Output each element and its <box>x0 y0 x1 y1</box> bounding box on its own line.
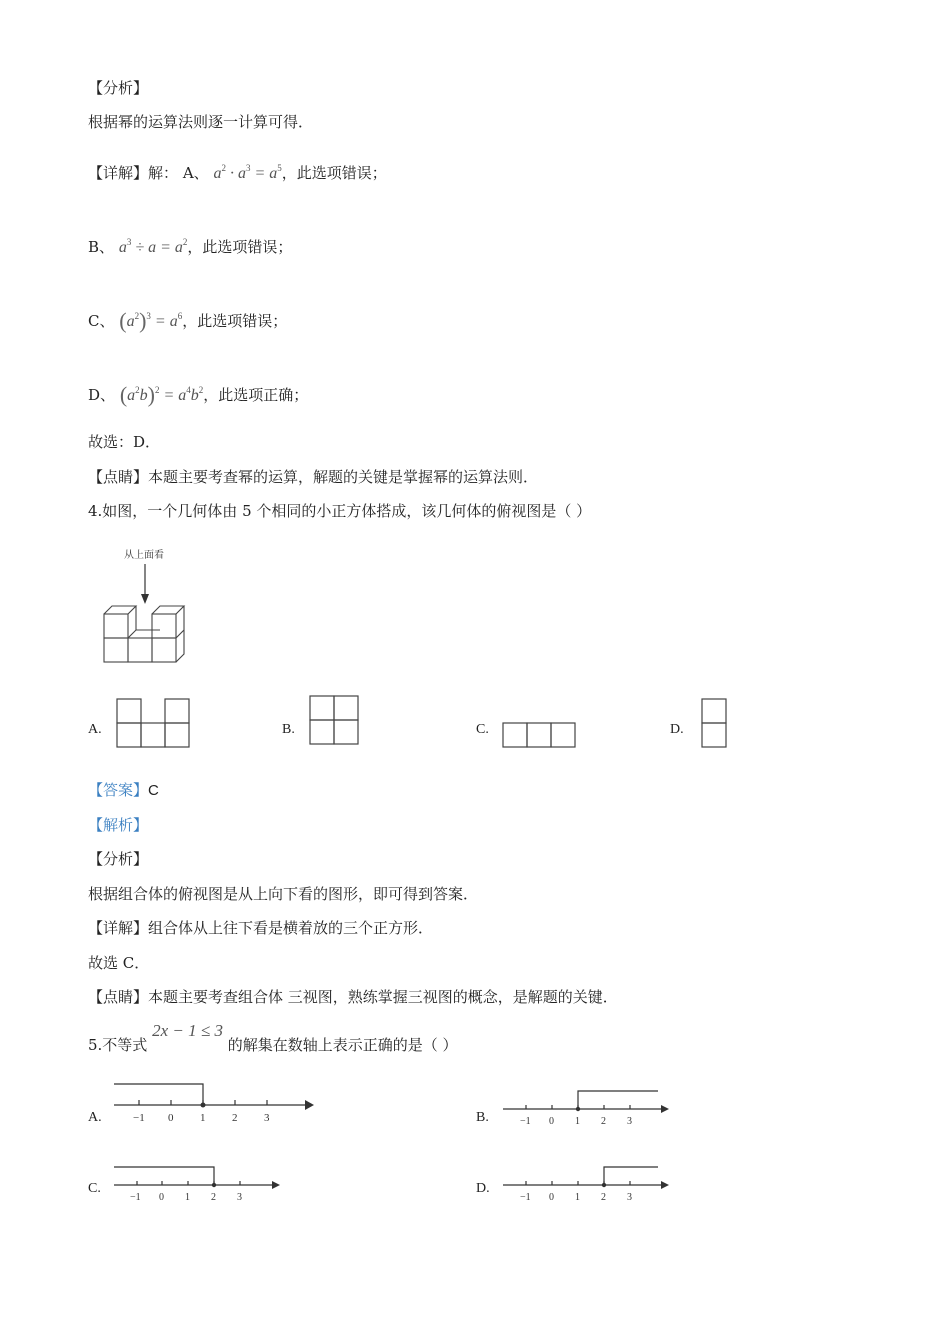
q5-option-a-numberline <box>110 1080 315 1130</box>
q3-optA-prefix: A、 <box>182 164 209 182</box>
q4-answer-title: 【答案】 <box>88 781 149 799</box>
q3-optA-formula: $a^2 \cdot a^3 = a^5$ <box>213 163 282 182</box>
q3-optD-line <box>88 380 308 406</box>
q4-figure-caption: 从上面看 <box>124 550 164 561</box>
q4-option-d-label[interactable]: D. <box>670 722 684 737</box>
q5-option-d-label[interactable]: D. <box>476 1181 490 1196</box>
q4-answer-line <box>88 780 159 801</box>
svg-text:2: 2 <box>601 1192 606 1203</box>
svg-text:0: 0 <box>549 1116 554 1127</box>
svg-text:0: 0 <box>549 1192 554 1203</box>
q3-optB-prefix: B、 <box>88 238 115 256</box>
svg-text:2: 2 <box>211 1192 216 1203</box>
q5-prefix: 5.不等式 <box>88 1036 148 1054</box>
q4-analysis-text: 根据组合体的俯视图是从上向下看的图形，即可得到答案． <box>88 885 479 903</box>
q4-option-c-figure <box>502 722 578 750</box>
svg-text:3: 3 <box>264 1112 270 1124</box>
q3-optD-prefix: D、 <box>88 386 116 404</box>
svg-text:2: 2 <box>232 1112 238 1124</box>
q5-option-b-label[interactable]: B. <box>476 1110 489 1125</box>
q3-optC-line <box>88 306 287 332</box>
q3-analysis-title: 【分析】 <box>88 79 149 97</box>
q3-comment-text: 本题主要考查幂的运算，解题的关键是掌握幂的运算法则． <box>148 468 539 486</box>
svg-text:1: 1 <box>200 1112 206 1124</box>
svg-text:1: 1 <box>575 1192 580 1203</box>
q3-detail-title: 【详解】 <box>88 164 149 182</box>
q4-cubes <box>104 606 184 662</box>
q3-conclusion: 故选：D． <box>88 433 161 451</box>
q4-option-b-label[interactable]: B. <box>282 722 295 737</box>
q5-inequality: 2x − 1 ≤ 3 <box>152 1021 223 1040</box>
svg-text:0: 0 <box>168 1112 174 1124</box>
q4-option-a-label[interactable]: A. <box>88 722 102 737</box>
q4-figure <box>100 540 200 670</box>
q3-optC-formula: $(a^2)^3 = a^6$ <box>119 308 183 333</box>
q4-conclusion: 故选 C． <box>88 954 150 972</box>
q3-optA-suffix: ，此选项错误； <box>281 164 387 182</box>
q4-detail-text: 组合体从上往下看是横着放的三个正方形． <box>148 919 434 937</box>
q5-option-c-numberline <box>110 1164 282 1206</box>
q4-option-d-figure <box>701 698 729 750</box>
svg-text:2: 2 <box>601 1116 606 1127</box>
q4-detail-title: 【详解】 <box>88 919 149 937</box>
svg-text:3: 3 <box>627 1192 632 1203</box>
q4-question: 4.如图，一个几何体由 5 个相同的小正方体搭成，该几何体的俯视图是（ ） <box>88 502 592 520</box>
svg-text:−1: −1 <box>520 1116 531 1127</box>
q3-detail-intro: 解： <box>148 164 179 182</box>
svg-text:−1: −1 <box>130 1192 141 1203</box>
q4-detail-line <box>88 918 433 938</box>
q3-analysis-text: 根据幂的运算法则逐一计算可得． <box>88 113 314 131</box>
q5-option-b-numberline <box>503 1088 673 1130</box>
q4-comment-line <box>88 987 618 1007</box>
q4-comment-text: 本题主要考查组合体 三视图，熟练掌握三视图的概念，是解题的关键． <box>148 988 618 1006</box>
q3-optD-formula: $(a^2b)^2 = a^4b^2$ <box>119 382 204 407</box>
q5-suffix: 的解集在数轴上表示正确的是（ ） <box>227 1036 458 1054</box>
q4-analysis-title: 【分析】 <box>88 850 149 868</box>
q3-optB-suffix: ，此选项错误； <box>187 238 293 256</box>
q5-option-d-numberline <box>503 1164 673 1206</box>
q4-option-a-figure <box>116 698 191 748</box>
q5-option-c-label[interactable]: C. <box>88 1181 101 1196</box>
q4-explain-title: 【解析】 <box>88 816 149 834</box>
q4-option-b-figure <box>309 695 361 747</box>
q3-optB-line <box>88 232 292 258</box>
svg-text:1: 1 <box>185 1192 190 1203</box>
q3-optD-suffix: ，此选项正确； <box>203 386 309 404</box>
q3-optC-suffix: ，此选项错误； <box>182 312 288 330</box>
q5-question-line <box>88 1021 458 1055</box>
svg-text:−1: −1 <box>133 1112 145 1124</box>
svg-text:0: 0 <box>159 1192 164 1203</box>
svg-text:1: 1 <box>575 1116 580 1127</box>
q3-comment-line <box>88 467 538 487</box>
q4-comment-title: 【点睛】 <box>88 988 149 1006</box>
q5-option-a-label[interactable]: A. <box>88 1110 102 1125</box>
q3-optB-formula: $a^3 \div a = a^2$ <box>118 237 188 256</box>
svg-text:−1: −1 <box>520 1192 531 1203</box>
svg-text:3: 3 <box>237 1192 242 1203</box>
q3-comment-title: 【点睛】 <box>88 468 149 486</box>
q3-detail-line <box>88 158 387 184</box>
q4-answer: C <box>148 782 159 799</box>
q3-optC-prefix: C、 <box>88 312 115 330</box>
q4-arrow-head <box>141 594 149 604</box>
svg-text:3: 3 <box>627 1116 632 1127</box>
q4-option-c-label[interactable]: C. <box>476 722 489 737</box>
